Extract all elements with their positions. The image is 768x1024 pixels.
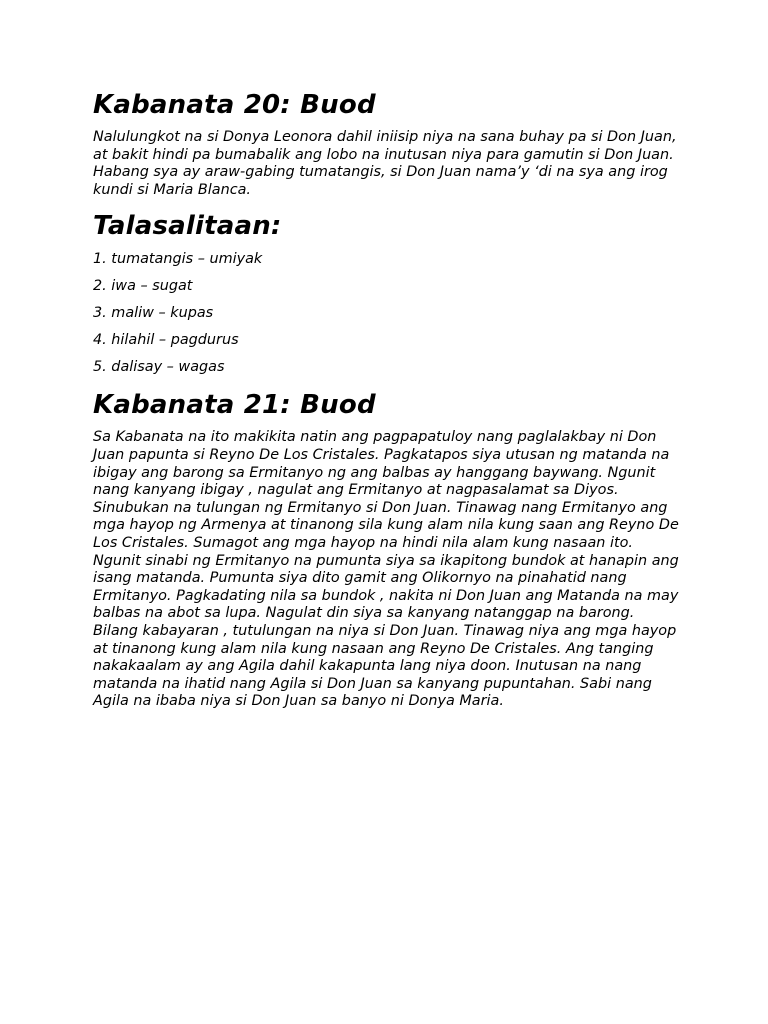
vocabulary-item: 2. iwa – sugat	[93, 278, 193, 295]
document-page	[93, 86, 683, 711]
vocabulary-item: 4. hilahil – pagdurus	[93, 332, 239, 349]
chapter-21-summary: Sa Kabanata na ito makikita natin ang pagpapatuloy nang paglalakbay ni Don Juan papunta si Reyno De Los Cristales. Pagkatapos siya utusan ng matanda na ibigay ang barong sa Ermitanyo ng ang balbas ay hanggang baywang. Ngunit nang kanyang ibigay , nagulat ang Ermitanyo at nagpasalamat sa Diyos. Sinubukan na tulungan ng Ermitanyo si Don Juan. Tinawag nang Ermitanyo ang mga hayop ng Armenya at tinanong sila kung alam nila kung saan ang Reyno De Los Cristales. Sumagot ang mga hayop na hindi nila alam kung nasaan ito. Ngunit sinabi ng Ermitanyo na pumunta siya sa ikapitong bundok at hanapin ang isang matanda. Pumunta siya dito gamit ang Olikornyo na pinahatid nang Ermitanyo. Pagkadating nila sa bundok , nakita ni Don Juan ang Matanda na may balbas na abot sa lupa. Nagulat din siya sa kanyang natanggap na barong. Bilang kabayaran , tutulungan na niya si Don Juan. Tinawag niya ang mga hayop at tinanong kung alam nila kung nasaan ang Reyno De Cristales. Ang tanging nakakaalam ay ang Agila dahil kakapunta lang niya doon. Inutusan na nang matanda na ihatid nang Agila si Don Juan sa kanyang pupuntahan. Sabi nang Agila na ibaba niya si Don Juan sa banyo ni Donya Maria.	[93, 429, 679, 710]
chapter-20-title: Kabanata 20: Buod	[93, 90, 376, 120]
vocabulary-title: Talasalitaan:	[93, 211, 282, 242]
vocabulary-item: 5. dalisay – wagas	[93, 359, 225, 376]
vocabulary-item: 1. tumatangis – umiyak	[93, 251, 263, 268]
chapter-20-summary: Nalulungkot na si Donya Leonora dahil iniisip niya na sana buhay pa si Don Juan, at bakit hindi pa bumabalik ang lobo na inutusan niya para gamutin si Don Juan. Habang sya ay araw-gabing tumatangis, si Don Juan nama’y ‘di na sya ang irog kundi si Maria Blanca.	[93, 129, 677, 198]
vocabulary-list	[93, 251, 683, 386]
vocabulary-item: 3. maliw – kupas	[93, 305, 214, 322]
chapter-21-title: Kabanata 21: Buod	[93, 390, 376, 421]
